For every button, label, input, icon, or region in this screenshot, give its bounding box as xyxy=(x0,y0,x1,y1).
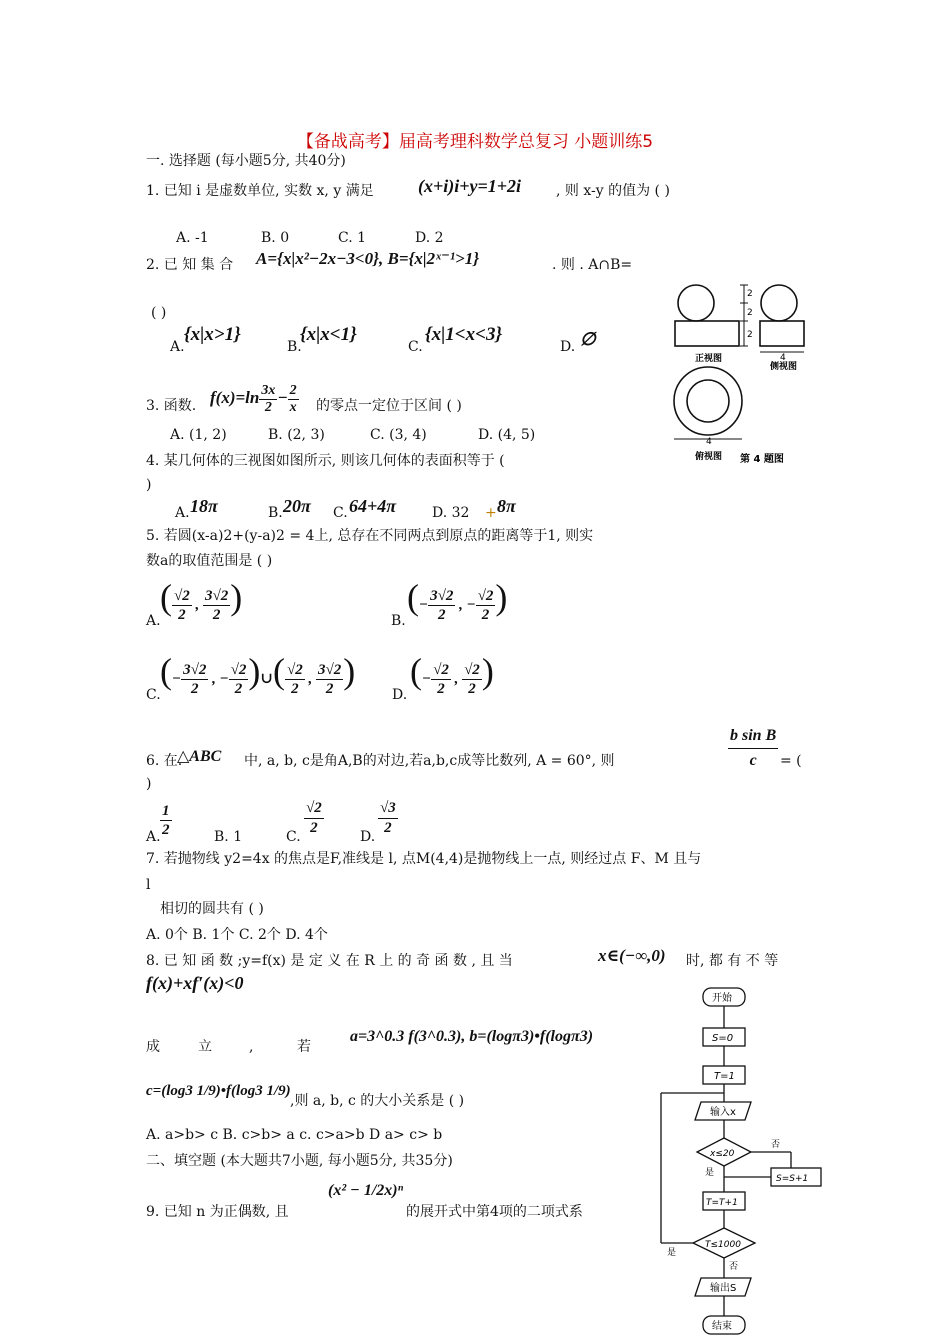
q8-c-formula: c=(log3 1/9)•f(log3 1/9) xyxy=(146,1083,291,1099)
paren-open: ( xyxy=(160,577,172,617)
q5-option-a: ( $\frac{√2}{2}$ , $\frac{3√2}{2}$ ) xyxy=(160,577,243,624)
q5d-frac2 xyxy=(462,661,482,698)
q4-option-d-value: 8π xyxy=(497,496,516,516)
q5d-num1: √2 xyxy=(433,662,449,679)
q2-option-a-label: A. xyxy=(170,339,185,355)
paren-close: ) xyxy=(495,577,508,617)
q6-option-d-label: D. xyxy=(360,829,376,845)
q3-option-c: C. (3, 4) xyxy=(370,427,427,443)
q5b-den2: 2 xyxy=(481,607,490,624)
dim-label: 4 xyxy=(780,353,786,363)
flow-tt-text: T=T+1 xyxy=(706,1198,738,1208)
flow-cond1-text: x≤20 xyxy=(710,1149,735,1159)
flow-no2-text: 否 xyxy=(729,1262,739,1272)
q5d-minus: − xyxy=(422,671,432,687)
q8-options: A. a>b> c B. c>b> a c. c>a>b D a> c> b xyxy=(146,1127,443,1143)
q5d-frac1 xyxy=(431,661,451,698)
paren-close: ) xyxy=(343,651,356,691)
front-view-label: 正视图 xyxy=(695,354,723,364)
paren-close: ) xyxy=(481,651,494,691)
q3-minus: − xyxy=(277,388,288,407)
dim-label: 2 xyxy=(747,308,753,318)
q8-condition: x∈(−∞,0) xyxy=(598,946,666,965)
q5d-num2: √2 xyxy=(464,662,480,679)
flow-input-text: 输入x xyxy=(710,1107,736,1118)
q5-option-a-label: A. xyxy=(146,613,161,629)
q2-stem: 2. 已 知 集 合 xyxy=(146,257,234,273)
dim-label: 2 xyxy=(747,330,753,340)
q8-tail2: ,则 a, b, c 的大小关系是 ( ) xyxy=(290,1093,465,1109)
q6-triangle: △ABC xyxy=(177,748,222,765)
q5c-num3: √2 xyxy=(286,662,303,679)
q4-option-a: 18π xyxy=(190,496,218,516)
q7-stem: 7. 若抛物线 y2=4x 的焦点是F,准线是 l, 点M(4,4)是抛物线上一点, 则经过点 F、M 且与 xyxy=(146,851,702,867)
q6-fraction xyxy=(728,724,778,773)
dim-label: 2 xyxy=(747,289,753,299)
q4-option-c: 64+4π xyxy=(349,496,397,516)
q2-paren: ( ) xyxy=(151,305,167,321)
front-view-base xyxy=(675,321,739,346)
q9-stem: 9. 已知 n 为正偶数, 且 xyxy=(146,1204,289,1220)
q5-option-b-label: B. xyxy=(391,613,406,629)
paren-open: ( xyxy=(407,577,419,617)
q7-stem3: 相切的圆共有 ( ) xyxy=(160,901,264,917)
q5c-frac4 xyxy=(316,661,343,698)
q5-option-b: (− $\frac{3√2}{2}$ , − $\frac{√2}{2}$ ) xyxy=(407,577,508,624)
q6c-num: √2 xyxy=(304,799,324,819)
q4-option-b-label: B. xyxy=(268,505,283,521)
q5c-num4: 3√2 xyxy=(317,662,342,679)
q5-stem: 5. 若圆(x-a)2+(y-a)2 = 4上, 总存在不同两点到原点的距离等于1, 则实 xyxy=(146,528,594,544)
q6c-den: 2 xyxy=(310,820,318,836)
q9-expression: (x² − 1/2x)ⁿ xyxy=(328,1182,404,1199)
q8-stem: 8. 已 知 函 数 ;y=f(x) 是 定 义 在 R 上 的 奇 函 数 , 且 当 xyxy=(146,953,513,969)
q5c-minus2: − xyxy=(219,671,229,687)
q5b-den1: 2 xyxy=(437,607,446,624)
figure-caption: 第 4 题图 xyxy=(740,454,784,465)
flow-start-text: 开始 xyxy=(712,993,732,1004)
q9-tail: 的展开式中第4项的二项式系 xyxy=(406,1204,583,1220)
q6d-num: √3 xyxy=(378,799,398,819)
q5c-num2: √2 xyxy=(230,662,247,679)
q2-option-d-label: D. xyxy=(560,339,576,355)
q5b-minus2: − xyxy=(466,597,476,613)
q2-option-a: {x|x>1} xyxy=(184,324,241,345)
q5d-den2: 2 xyxy=(468,681,476,698)
q5b-frac1 xyxy=(428,587,455,624)
q5c-den2: 2 xyxy=(234,681,243,698)
q5c-minus1: − xyxy=(172,671,182,687)
q8-tail: 时, 都 有 不 等 xyxy=(686,953,779,969)
flowchart-figure xyxy=(655,984,827,1344)
q3-frac2-den: x xyxy=(289,399,297,415)
q5c-union: ∪ xyxy=(260,671,273,687)
q3-stem: 3. 函数. xyxy=(146,398,197,414)
q4-option-a-label: A. xyxy=(175,505,190,521)
top-view-label: 俯视图 xyxy=(695,452,723,462)
dim-label: 4 xyxy=(706,437,712,447)
q5c-den4: 2 xyxy=(325,681,334,698)
q2-option-d: ∅ xyxy=(580,329,596,349)
q6a-den: 2 xyxy=(162,822,170,838)
q5b-num2: √2 xyxy=(477,588,494,605)
q1-option-b: B. 0 xyxy=(261,230,290,246)
q5c-den3: 2 xyxy=(291,681,299,698)
q5a-den1: 2 xyxy=(178,607,186,624)
q3-option-d: D. (4, 5) xyxy=(478,427,536,443)
side-view-label: 侧视图 xyxy=(770,362,798,372)
q1-tail: , 则 x-y 的值为 ( ) xyxy=(556,183,670,199)
q6-frac-den: c xyxy=(749,752,757,769)
top-view-inner-circle xyxy=(687,380,729,422)
q2-formula: A={x|x²−2x−3<0}, B={x|2ˣ⁻¹>1} xyxy=(256,249,480,268)
q5c-frac3 xyxy=(285,661,305,698)
q5-stem2: 数a的取值范围是 ( ) xyxy=(146,553,273,569)
q5d-den1: 2 xyxy=(437,681,445,698)
paren-close: ) xyxy=(230,577,243,617)
q1-formula: (x+i)i+y=1+2i xyxy=(418,176,522,196)
q3-frac2 xyxy=(288,383,299,416)
q8-ab-formula: a=3^0.3 f(3^0.3), b=(logπ3)•f(logπ3) xyxy=(350,1028,594,1045)
three-view-figure xyxy=(668,278,818,470)
q5a-frac1 xyxy=(172,587,192,624)
paren-open: ( xyxy=(160,651,172,691)
flow-t1-text: T=1 xyxy=(714,1071,735,1082)
q2-tail: . 则 . A∩B= xyxy=(552,257,633,273)
q5a-num2: 3√2 xyxy=(204,588,229,605)
side-view-base xyxy=(760,321,804,346)
q2-option-b: {x|x<1} xyxy=(300,324,357,345)
flow-s0-text: S=0 xyxy=(712,1033,734,1044)
q7-options: A. 0个 B. 1个 C. 2个 D. 4个 xyxy=(146,927,328,943)
q6-mid: 中, a, b, c是角A,B的对边,若a,b,c成等比数列, A = 60°, 则 xyxy=(244,753,615,769)
q8-inequality: f(x)+xf′(x)<0 xyxy=(146,973,244,993)
q6-frac-num: b sin B xyxy=(728,724,778,749)
q6-tail: = ( xyxy=(780,753,802,769)
q4-option-c-label: C. xyxy=(333,505,348,521)
q1-stem: 1. 已知 i 是虚数单位, 实数 x, y 满足 xyxy=(146,183,374,199)
q3-frac2-num: 2 xyxy=(289,382,297,398)
q6-option-d xyxy=(378,799,398,838)
paren-open: ( xyxy=(272,651,285,691)
q5b-minus1: − xyxy=(419,597,429,613)
q5a-den2: 2 xyxy=(212,607,221,624)
q4-stem: 4. 某几何体的三视图如图所示, 则该几何体的表面积等于 ( xyxy=(146,453,505,469)
front-view-sphere xyxy=(678,285,714,321)
q4-option-d-label: D. 32 xyxy=(432,505,470,521)
q6-option-a xyxy=(160,802,172,839)
q8-word1: 成 xyxy=(146,1039,160,1055)
q5-option-d: (− $\frac{√2}{2}$ , $\frac{√2}{2}$ ) xyxy=(410,651,494,698)
q3-frac1-num: 3x xyxy=(261,382,276,398)
q5c-den1: 2 xyxy=(190,681,199,698)
q1-option-d: D. 2 xyxy=(415,230,444,246)
q8-word2: 立 xyxy=(198,1039,212,1055)
section-fill-heading: 二、填空题 (本大题共7小题, 每小题5分, 共35分) xyxy=(146,1153,453,1169)
q2-option-b-label: B. xyxy=(287,339,302,355)
q5-option-c: (− $\frac{3√2}{2}$ , − $\frac{√2}{2}$ )∪( $\frac{√2}{2}$ , $\frac{3√2}{2}$ ) xyxy=(160,651,356,698)
q3-formula xyxy=(210,380,299,416)
section-choice-heading: 一. 选择题 (每小题5分, 共40分) xyxy=(146,153,346,169)
q5b-num1: 3√2 xyxy=(430,588,454,605)
q8-word4: 若 xyxy=(297,1039,311,1055)
q3-frac1 xyxy=(259,383,277,416)
flow-end-text: 结束 xyxy=(712,1321,732,1332)
flow-yes2-text: 是 xyxy=(667,1248,677,1258)
flow-yes1-text: 是 xyxy=(705,1168,715,1178)
q6-option-b: B. 1 xyxy=(214,829,243,845)
q6-close: ) xyxy=(146,776,152,792)
flow-cond2-text: T≤1000 xyxy=(705,1240,741,1250)
flow-output-text: 输出S xyxy=(710,1283,737,1294)
q6-option-a-label: A. xyxy=(146,829,161,845)
page-title: 【备战高考】届高考理科数学总复习 小题训练5 xyxy=(296,132,654,152)
side-view-sphere xyxy=(761,285,797,321)
q6d-den: 2 xyxy=(384,820,392,836)
q5c-frac2 xyxy=(229,661,249,698)
q5-option-c-label: C. xyxy=(146,687,161,703)
q8-word3: , xyxy=(249,1039,254,1055)
q4-option-d-plus: + xyxy=(485,505,497,521)
q5b-frac2 xyxy=(476,587,496,624)
q3-option-a: A. (1, 2) xyxy=(170,427,227,443)
q1-option-a: A. -1 xyxy=(176,230,209,246)
q6a-num: 1 xyxy=(162,803,170,819)
paren-open: ( xyxy=(410,651,422,691)
q2-option-c-label: C. xyxy=(408,339,423,355)
flow-no1-text: 否 xyxy=(771,1140,781,1150)
q2-option-c: {x|1<x<3} xyxy=(425,324,503,345)
q5c-num1: 3√2 xyxy=(183,662,207,679)
q7-stem2: l xyxy=(146,877,151,893)
q6-stem: 6. 在. xyxy=(146,753,183,769)
top-view-outer-circle xyxy=(674,367,742,435)
q4-option-b: 20π xyxy=(283,496,311,516)
q1-option-c: C. 1 xyxy=(338,230,367,246)
q3-option-b: B. (2, 3) xyxy=(268,427,325,443)
q5a-frac2 xyxy=(203,587,230,624)
q5a-num1: √2 xyxy=(174,588,190,605)
q3-frac1-den: 2 xyxy=(264,399,272,415)
q5-option-d-label: D. xyxy=(392,687,408,703)
q3-f: f(x)=ln xyxy=(210,388,260,407)
q5c-frac1 xyxy=(181,661,208,698)
q6-option-c-label: C. xyxy=(286,829,301,845)
q4-close: ) xyxy=(146,477,152,493)
q6-option-c xyxy=(304,799,324,838)
paren-close: ) xyxy=(248,651,261,691)
flow-ss-text: S=S+1 xyxy=(776,1174,809,1184)
q3-tail: 的零点一定位于区间 ( ) xyxy=(316,398,462,414)
